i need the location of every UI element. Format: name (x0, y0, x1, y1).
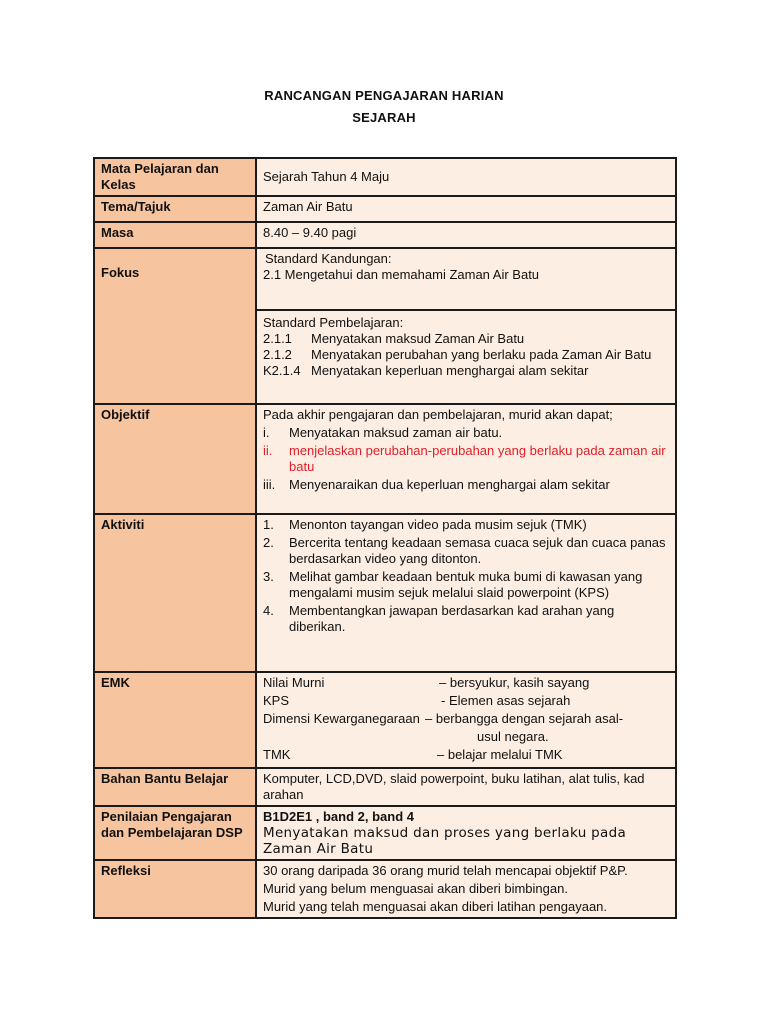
label-aktiviti: Aktiviti (94, 514, 256, 672)
list-item (263, 517, 669, 533)
standard-kandungan-title: Standard Kandungan: (265, 251, 392, 266)
standard-pembelajaran-list (263, 331, 669, 379)
item-number: ii. (263, 443, 273, 458)
label-masa: Masa (94, 222, 256, 248)
emk-list (263, 675, 669, 763)
emk-value: – belajar melalui TMK (437, 747, 563, 762)
value-bahan-bantu: Komputer, LCD,DVD, slaid powerpoint, buku latihan, alat tulis, kad arahan (256, 768, 676, 806)
label-fokus: Fokus (94, 248, 256, 404)
emk-key (263, 729, 439, 745)
row-penilaian (94, 806, 676, 860)
lesson-plan-table (93, 157, 677, 919)
value-masa: 8.40 – 9.40 pagi (256, 222, 676, 248)
aktiviti-list (263, 517, 669, 635)
list-item (263, 363, 669, 379)
item-text: Membentangkan jawapan berdasarkan kad arahan yang diberikan. (289, 603, 615, 634)
emk-key: TMK (263, 747, 291, 762)
item-text: Menyatakan maksud Zaman Air Batu (311, 331, 525, 346)
refleksi-line: Murid yang belum menguasai akan diberi bimbingan. (263, 881, 568, 896)
list-item (263, 535, 669, 567)
objektif-intro: Pada akhir pengajaran dan pembelajaran, murid akan dapat; (263, 407, 613, 422)
item-text: menjelaskan perubahan-perubahan yang berlaku pada zaman air batu (289, 443, 666, 474)
item-text: Menyatakan maksud zaman air batu. (289, 425, 503, 440)
row-objektif (94, 404, 676, 514)
value-refleksi (256, 860, 676, 918)
row-refleksi (94, 860, 676, 918)
standard-kandungan-item: 2.1 Mengetahui dan memahami Zaman Air Batu (263, 267, 540, 282)
list-item (263, 477, 669, 493)
value-standard-pembelajaran (256, 310, 676, 404)
row-emk (94, 672, 676, 768)
item-number: 3. (263, 569, 274, 584)
value-tema: Zaman Air Batu (256, 196, 676, 222)
list-item (263, 569, 669, 601)
item-text: Menyenaraikan dua keperluan menghargai alam sekitar (289, 477, 610, 492)
document-title: RANCANGAN PENGAJARAN HARIAN (264, 88, 504, 103)
label-penilaian: Penilaian Pengajaran dan Pembelajaran DSP (94, 806, 256, 860)
item-text: Menyatakan keperluan menghargai alam sekitar (311, 363, 589, 378)
emk-value: – berbangga dengan sejarah asal- (425, 711, 624, 726)
item-number: 1. (263, 517, 274, 532)
value-emk (256, 672, 676, 768)
item-number: iii. (263, 477, 276, 492)
value-aktiviti (256, 514, 676, 672)
row-fokus-kandungan (94, 248, 676, 310)
list-item (263, 331, 669, 347)
item-number: 4. (263, 603, 274, 618)
value-standard-kandungan (256, 248, 676, 310)
emk-value: – bersyukur, kasih sayang (439, 675, 590, 690)
label-bahan-bantu: Bahan Bantu Belajar (94, 768, 256, 806)
list-item (263, 425, 669, 441)
row-mata-pelajaran (94, 158, 676, 196)
value-objektif (256, 404, 676, 514)
penilaian-text: Menyatakan maksud dan proses yang berlaku pada Zaman Air Batu (263, 825, 627, 857)
refleksi-line: Murid yang telah menguasai akan diberi latihan pengayaan. (263, 899, 608, 914)
value-penilaian (256, 806, 676, 860)
emk-key: KPS (263, 693, 290, 708)
label-emk: EMK (94, 672, 256, 768)
item-number: K2.1.4 (263, 363, 301, 378)
item-text: Bercerita tentang keadaan semasa cuaca sejuk dan cuaca panas berdasarkan video yang ditonton. (289, 535, 666, 566)
item-number: 2.1.2 (263, 347, 292, 362)
emk-key: Nilai Murni (263, 675, 325, 690)
item-number: 2. (263, 535, 274, 550)
item-text: Menonton tayangan video pada musim sejuk (TMK) (289, 517, 587, 532)
item-number: 2.1.1 (263, 331, 292, 346)
row-bahan-bantu (94, 768, 676, 806)
item-number: i. (263, 425, 270, 440)
emk-value: - Elemen asas sejarah (441, 693, 571, 708)
list-item (263, 603, 669, 635)
list-item (263, 443, 669, 475)
label-refleksi: Refleksi (94, 860, 256, 918)
value-mata-pelajaran: Sejarah Tahun 4 Maju (256, 158, 676, 196)
item-text: Melihat gambar keadaan bentuk muka bumi di kawasan yang mengalami musim sejuk melalui slaid powerpoint (KPS) (289, 569, 643, 600)
row-tema (94, 196, 676, 222)
standard-pembelajaran-title: Standard Pembelajaran: (263, 315, 404, 330)
emk-value: usul negara. (477, 729, 549, 744)
label-mata-pelajaran: Mata Pelajaran dan Kelas (94, 158, 256, 196)
row-aktiviti (94, 514, 676, 672)
label-tema: Tema/Tajuk (94, 196, 256, 222)
item-text: Menyatakan perubahan yang berlaku pada Zaman Air Batu (311, 347, 652, 362)
emk-key: Dimensi Kewarganegaraan (263, 711, 420, 726)
row-masa (94, 222, 676, 248)
penilaian-band: B1D2E1 , band 2, band 4 (263, 809, 414, 824)
label-objektif: Objektif (94, 404, 256, 514)
subject-title: SEJARAH (352, 110, 416, 125)
refleksi-line: 30 orang daripada 36 orang murid telah mencapai objektif P&P. (263, 863, 628, 878)
list-item (263, 347, 669, 363)
objektif-list (263, 425, 669, 493)
